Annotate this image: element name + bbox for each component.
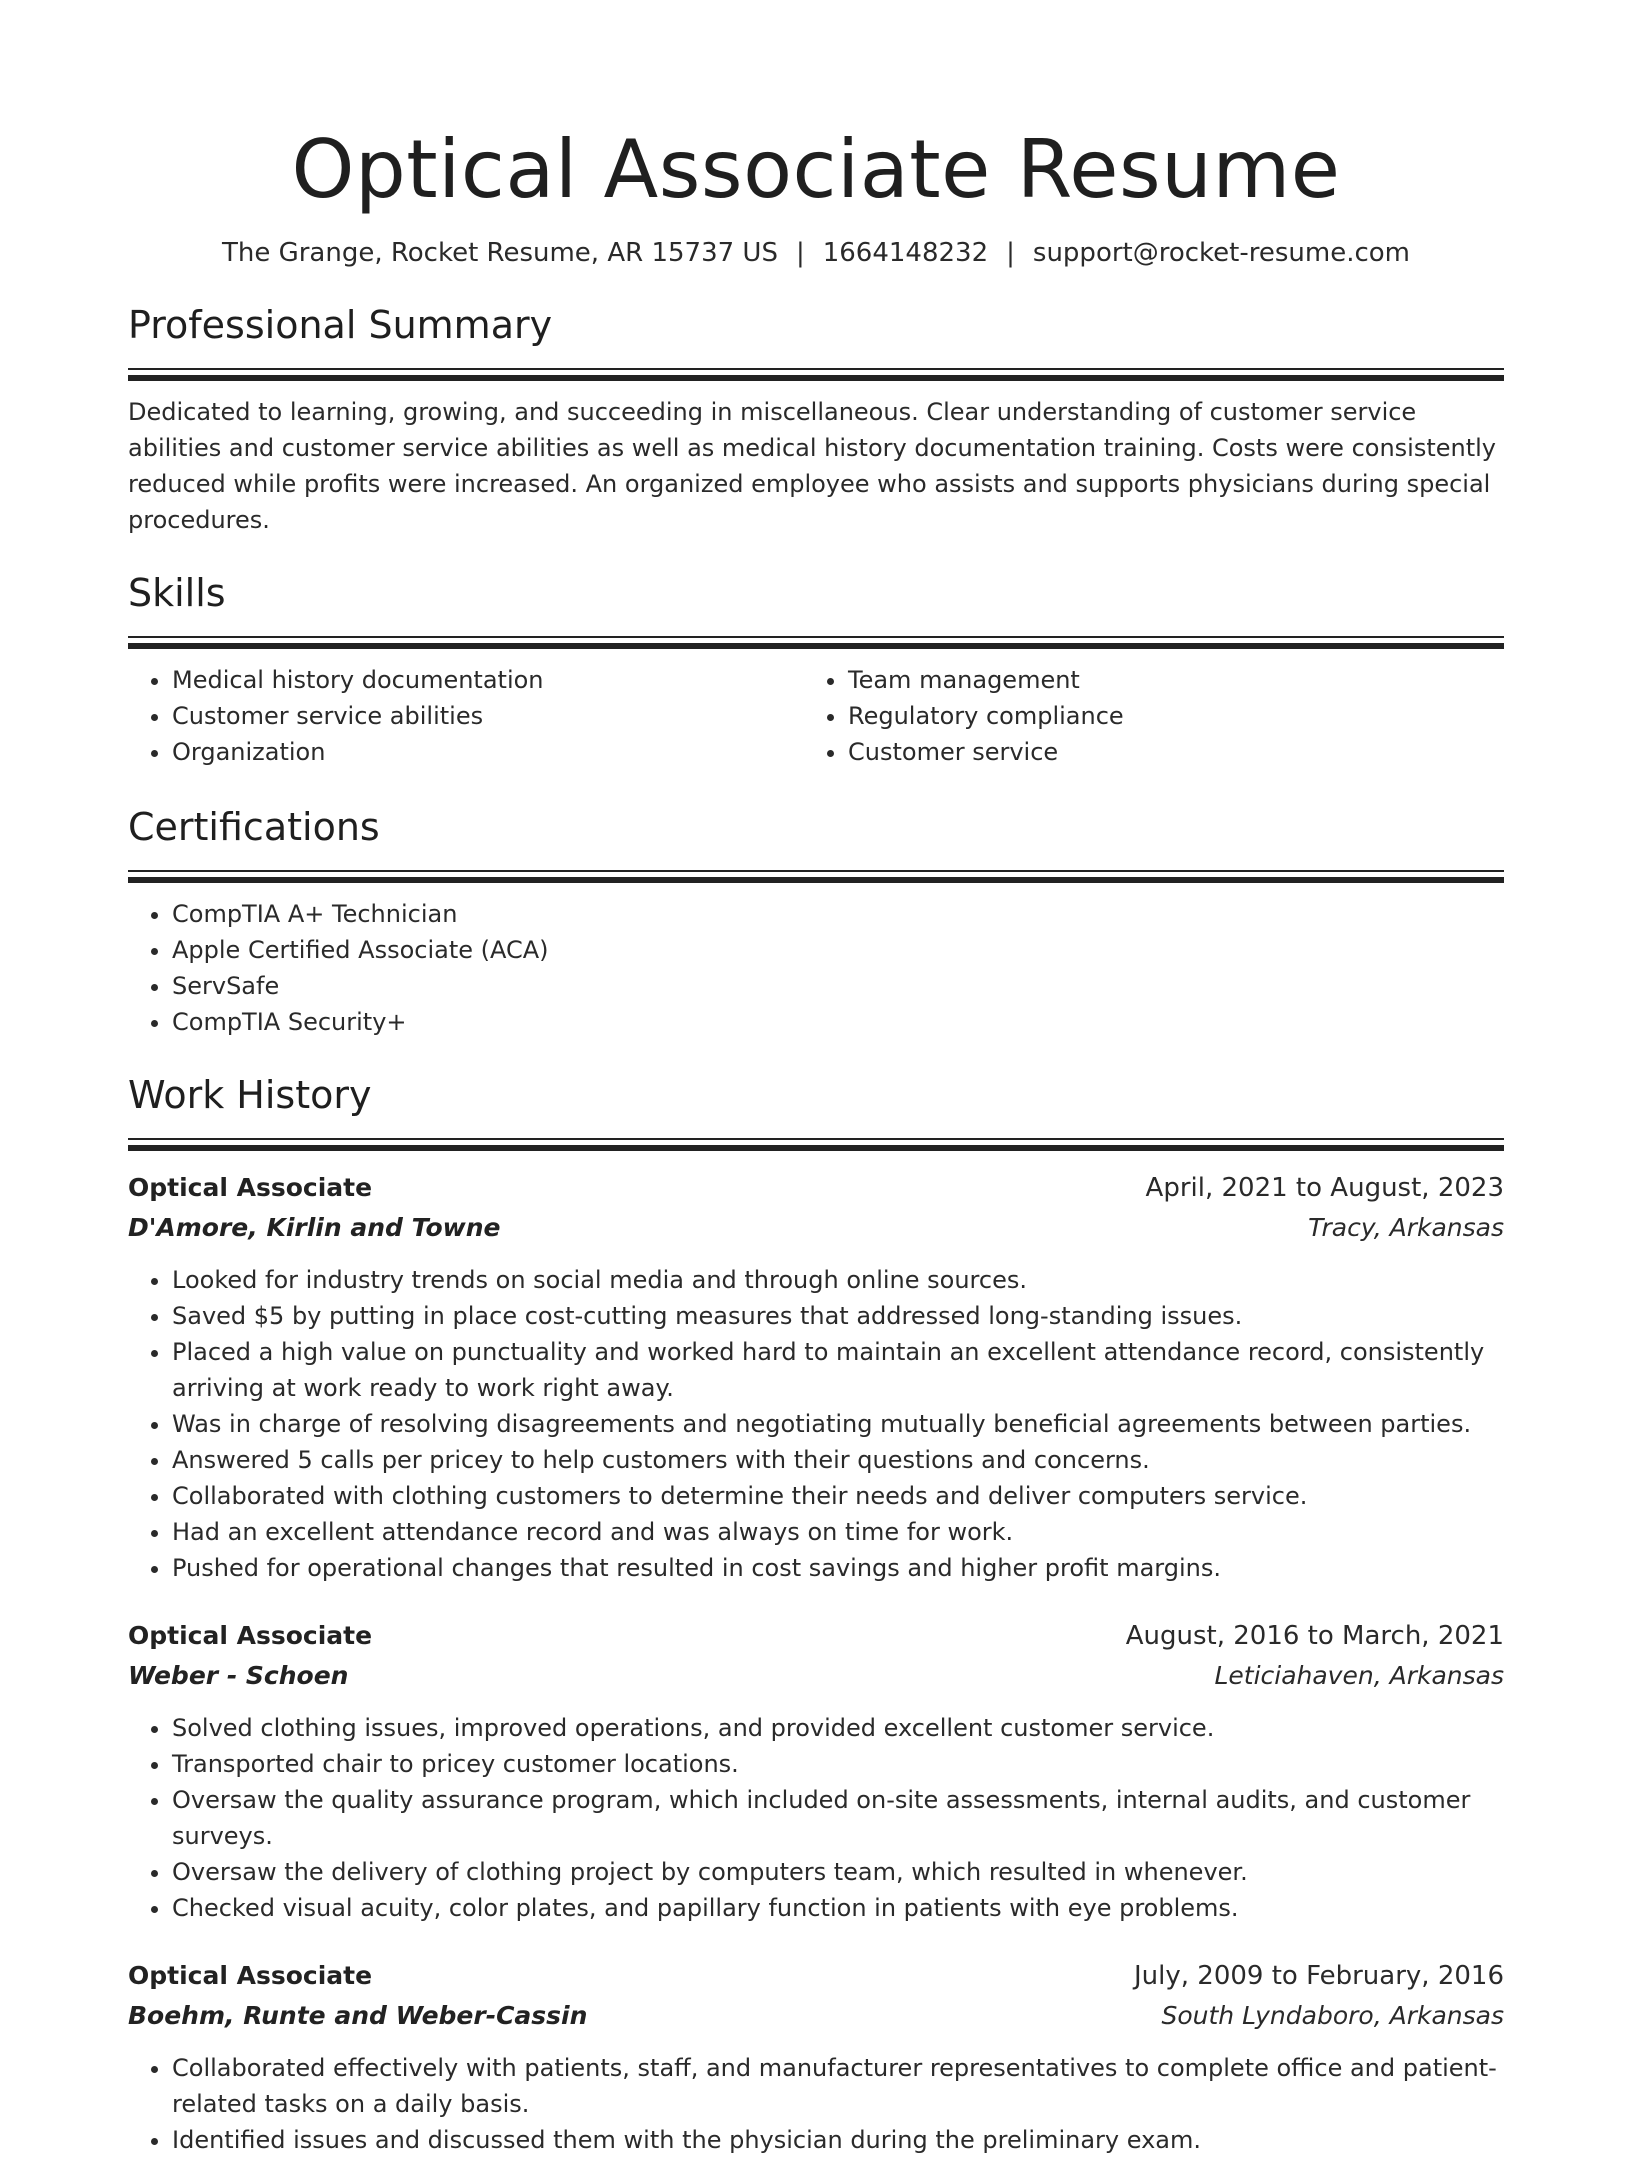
job-bullet: • Collaborated with clothing customers to determine their needs and deliver computers service. [172, 1478, 1504, 1514]
certification-item: • CompTIA Security+ [172, 1004, 1504, 1040]
job-bullet: • Solved clothing issues, improved operations, and provided excellent customer service. [172, 1710, 1504, 1746]
job-location: Leticiahaven, Arkansas [1214, 1661, 1504, 1690]
job-bullets [128, 1262, 1504, 1586]
job-bullet: • Pushed for operational changes that resulted in cost savings and higher profit margins. [172, 1550, 1504, 1586]
job-bullet: • Collaborated effectively with patients, staff, and manufacturer representatives to complete office and patient-related tasks on a daily basis. [172, 2050, 1504, 2122]
certification-item: • Apple Certified Associate (ACA) [172, 932, 1504, 968]
job-bullet: • Identified issues and discussed them with the physician during the preliminary exam. [172, 2122, 1504, 2158]
skills-columns [128, 662, 1504, 770]
job-bullet: • Placed a high value on punctuality and worked hard to maintain an excellent attendance record, consistently arriving at work ready to work right away. [172, 1334, 1504, 1406]
certifications-heading: Certifications [128, 805, 380, 849]
contact-separator: | [795, 238, 805, 268]
contact-phone: 1664148232 [822, 238, 989, 268]
job-dates: July, 2009 to February, 2016 [1134, 1961, 1504, 1991]
job-title: Optical Associate [128, 1173, 373, 1202]
resume-title: Optical Associate Resume [291, 123, 1341, 216]
job-bullet: • Oversaw the quality assurance program, which included on-site assessments, internal audits, and customer surveys. [172, 1782, 1504, 1854]
skill-item: • Regulatory compliance [848, 698, 1480, 734]
job-company-row [128, 1656, 1504, 1696]
job-company-row [128, 1996, 1504, 2036]
work-history-heading: Work History [128, 1073, 372, 1117]
skill-item: • Organization [172, 734, 804, 770]
skill-item: • Team management [848, 662, 1480, 698]
skill-item: • Customer service [848, 734, 1480, 770]
job-dates: April, 2021 to August, 2023 [1145, 1173, 1504, 1203]
job-bullet: • Transported chair to pricey customer locations. [172, 1746, 1504, 1782]
summary-text: Dedicated to learning, growing, and succeeding in miscellaneous. Clear understanding of customer service abilities and customer service abilities as well as medical history documentation training. Costs were consistently reduced while profits were increased. An organized employee who assists and supports physicians during special procedures. [128, 398, 1497, 534]
contact-email: support@rocket-resume.com [1032, 238, 1411, 268]
job-entry [128, 1616, 1504, 1926]
contact-separator: | [1006, 238, 1015, 268]
certifications-list [128, 896, 1504, 1040]
job-bullet: • Oversaw the delivery of clothing project by computers team, which resulted in whenever. [172, 1854, 1504, 1890]
job-bullet: • Looked for industry trends on social media and through online sources. [172, 1262, 1504, 1298]
job-company: Weber - Schoen [128, 1661, 349, 1690]
job-bullet: • Had an excellent attendance record and was always on time for work. [172, 1514, 1504, 1550]
job-title: Optical Associate [128, 1961, 373, 1990]
job-header-row [128, 1168, 1504, 1208]
skills-list-right [804, 662, 1480, 770]
contact-address: The Grange, Rocket Resume, AR 15737 US [221, 238, 778, 268]
skills-section [128, 568, 1504, 770]
job-title: Optical Associate [128, 1621, 373, 1650]
job-company: Boehm, Runte and Weber-Cassin [128, 2001, 588, 2030]
section-divider [128, 1138, 1504, 1152]
certification-item: • ServSafe [172, 968, 1504, 1004]
skills-list-left [128, 662, 804, 770]
section-divider [128, 636, 1504, 650]
job-bullets [128, 2050, 1504, 2158]
skills-column-left [128, 662, 804, 770]
skill-item: • Customer service abilities [172, 698, 804, 734]
summary-heading: Professional Summary [128, 303, 553, 347]
section-divider [128, 870, 1504, 884]
work-history-section [128, 1070, 1504, 2158]
job-bullet: • Was in charge of resolving disagreements and negotiating mutually beneficial agreements between parties. [172, 1406, 1504, 1442]
skills-heading: Skills [128, 571, 226, 615]
resume-page [128, 0, 1504, 2158]
certification-item: • CompTIA A+ Technician [172, 896, 1504, 932]
job-company-row [128, 1208, 1504, 1248]
job-header-row [128, 1956, 1504, 1996]
job-location: Tracy, Arkansas [1308, 1213, 1504, 1242]
job-bullets [128, 1710, 1504, 1926]
job-entry [128, 1956, 1504, 2158]
skills-column-right [804, 662, 1480, 770]
skill-item: • Medical history documentation [172, 662, 804, 698]
job-bullet: • Answered 5 calls per pricey to help customers with their questions and concerns. [172, 1442, 1504, 1478]
job-location: South Lyndaboro, Arkansas [1161, 2001, 1504, 2030]
job-header-row [128, 1616, 1504, 1656]
summary-section [128, 300, 1504, 538]
contact-line [128, 234, 1504, 272]
job-bullet: • Saved $5 by putting in place cost-cutting measures that addressed long-standing issues. [172, 1298, 1504, 1334]
section-divider [128, 368, 1504, 382]
job-entry [128, 1168, 1504, 1586]
job-bullet: • Checked visual acuity, color plates, and papillary function in patients with eye problems. [172, 1890, 1504, 1926]
job-company: D'Amore, Kirlin and Towne [128, 1213, 501, 1242]
job-dates: August, 2016 to March, 2021 [1125, 1621, 1504, 1651]
certifications-section [128, 802, 1504, 1040]
